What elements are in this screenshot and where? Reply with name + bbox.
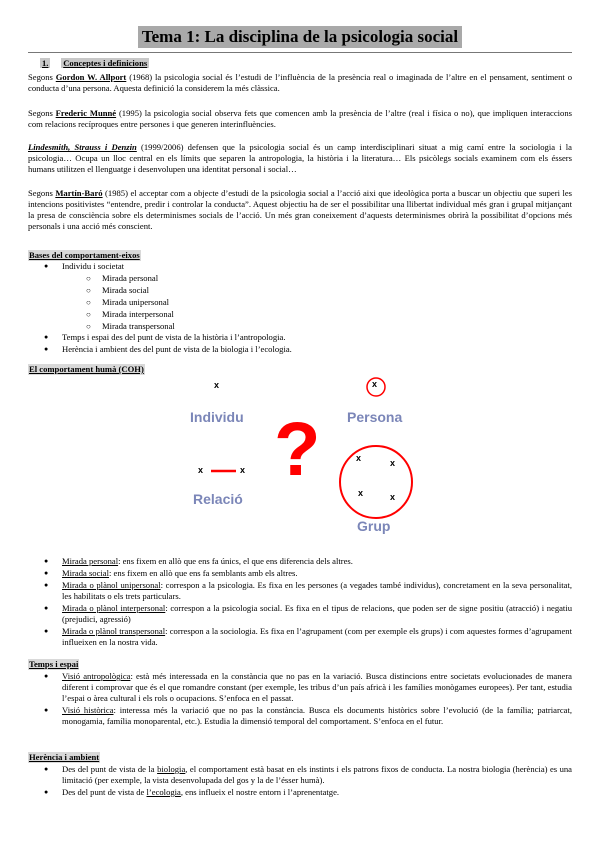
definition-martin-baro	[28, 188, 572, 232]
item-text: , el comportament està basat en els instints i els patrons fixos de conducta. La nostra biologia (herència) es una limitació (per exemple, la vista desenvolupada del gos y la de l’ésser humà).	[62, 764, 572, 785]
section-title-text: Conceptes i definicions	[63, 58, 148, 68]
definition-munne	[28, 108, 572, 130]
list-item	[44, 603, 572, 625]
author-martin-baro: Martín-Baró	[55, 188, 103, 198]
term-text: : correspon a la sociologia. Es fixa en l’agrupament (com per exemple els grups) i com aquestes formes d’agrupament influeixen en la nostra vida.	[62, 626, 572, 647]
grup-circle	[340, 446, 412, 518]
temps-list	[44, 671, 572, 728]
author-lindesmith: Lindesmith, Strauss i Denzin	[28, 142, 137, 152]
label-persona: Persona	[347, 409, 403, 425]
coh-diagram	[0, 376, 600, 546]
term: Mirada personal	[62, 556, 119, 566]
author-allport: Gordon W. Allport	[55, 72, 127, 82]
def-pre: Segons	[28, 108, 56, 118]
label-relacio: Relació	[193, 491, 243, 507]
list-item: ○ Mirada interpersonal	[86, 309, 175, 320]
grup-x-2: x	[390, 458, 396, 468]
title-wrap	[0, 26, 600, 48]
term: Mirada o plànol transpersonal	[62, 626, 166, 636]
term: l’ecologia	[146, 787, 181, 797]
mirades-definitions	[44, 556, 572, 649]
def-text: (1985) el acceptar com a objecte d’estudi de la psicologia social a l’acció aixi que ideològica porta a buscar un objectiu que superi les intencions positivistes “entendre, predir i controlar la conducta”. Aquest objectiu ha de ser el possibilitar una llibertat individual més gran i grupal mitjançant la presa de consciència sobre els determinismes socials de l’acció. Un més gran coneixement d’aquests determinismes obrirà la possibilitat d’opcions més personals i una acció més conscient.	[28, 188, 572, 231]
term: Visió històrica	[62, 705, 114, 715]
def-text: (1968) la psicologia social és l’estudi de l’influència de la presència real o imaginada de l’altre en el pensament, sentiment o conducta d’una persona. Aquesta definició la considerem la més clàssica.	[28, 72, 572, 93]
list-item	[44, 671, 572, 704]
definition-allport	[28, 72, 572, 94]
list-item: ● Temps i espai des del punt de vista de la història i l’antropologia.	[44, 332, 572, 343]
term: biologia	[157, 764, 186, 774]
individu-x: x	[214, 380, 220, 390]
bases-list-2	[44, 332, 572, 356]
item-pre: Des del punt de vista de	[62, 787, 147, 797]
question-mark: ?	[274, 407, 321, 492]
list-item: ● Herència i ambient des del punt de vista de la biologia i l’ecologia.	[44, 344, 572, 355]
list-item: ○ Mirada personal	[86, 273, 175, 284]
list-item	[44, 787, 572, 798]
section-title	[40, 58, 149, 69]
term-text: : ens fixem en allò que ens fa semblants amb els altres.	[109, 568, 298, 578]
mirades-list	[86, 273, 175, 333]
persona-x: x	[372, 379, 378, 389]
list-item	[44, 764, 572, 786]
list-item: ○ Mirada unipersonal	[86, 297, 175, 308]
term-text: : ens fixem en allò que ens fa únics, el que ens diferencia dels altres.	[118, 556, 353, 566]
list-item: ○ Mirada social	[86, 285, 175, 296]
relacio-x-left: x	[198, 465, 204, 475]
term-text: : correspon a la psicologia. Es fixa en les persones (a vegades també individus), concretament en la seva personalitat, les habilitats o els trets particulars.	[62, 580, 572, 601]
herencia-list	[44, 764, 572, 799]
relacio-x-right: x	[240, 465, 246, 475]
list-item	[44, 556, 572, 567]
definition-lindesmith	[28, 142, 572, 175]
list-item: ● Individu i societat	[44, 261, 572, 272]
page-title: Tema 1: La disciplina de la psicologia social	[138, 26, 462, 48]
grup-x-4: x	[390, 492, 396, 502]
term: Visió antropològica	[62, 671, 131, 681]
subheading-herencia: Herència i ambient	[29, 752, 100, 762]
subheading-bases: Bases del comportament-eixos	[29, 250, 140, 260]
term: Mirada social	[62, 568, 110, 578]
item-text: , ens influeix el nostre entorn i l’aprenentatge.	[180, 787, 340, 797]
label-individu: Individu	[190, 409, 244, 425]
title-rule	[28, 52, 572, 53]
term: Mirada o plànol interpersonal	[62, 603, 166, 613]
def-pre: Segons	[28, 188, 56, 198]
list-item	[44, 626, 572, 648]
section-number: 1.	[42, 58, 49, 68]
def-text: (1999/2006) defensen que la psicologia social és un camp interdisciplinari situat a mig camí entre la sociologia i la psicologia… Ocupa un lloc central en els límits que separen la antropologia, la història i la literatura… Els psicòlegs socials examinem com els éssers humans utilitzen el llenguatge i desenvolupen una identitat personal i social…	[28, 142, 572, 174]
author-munne: Frederic Munné	[55, 108, 117, 118]
term-text: : correspon a la psicologia social. Es fixa en el tipus de relacions, que poden ser de signe positiu (atracció) i negatiu (prejudici, agressió)	[62, 603, 572, 624]
term-text: : interessa més la variació que no pas la constància. Busca els documents històrics sobre l’evolució (de la família; patriarcat, monogamia, família monoparental, etc.). Estudia la dimensió temporal del comportament. S’enfoca en el futur.	[62, 705, 572, 726]
item-pre: Des del punt de vista de la	[62, 764, 158, 774]
label-grup: Grup	[357, 518, 391, 534]
def-pre: Segons	[28, 72, 56, 82]
list-item	[44, 580, 572, 602]
subheading-coh: El comportament humà (COH)	[29, 364, 144, 374]
def-text: (1995) la psicologia social observa fets que comencen amb la presència de l’altre (real i física o no), que impliquen interaccions com relacions recíproques entre persones i que generen interinfluències.	[28, 108, 572, 129]
grup-x-1: x	[356, 453, 362, 463]
grup-x-3: x	[358, 488, 364, 498]
list-item	[44, 568, 572, 579]
bases-list-1	[44, 261, 572, 273]
list-item	[44, 705, 572, 727]
list-item: ○ Mirada transpersonal	[86, 321, 175, 332]
term-text: : està més interessada en la constància que no pas en la variació. Busca distincions entre societats evolucionades de manera diferent i comprovar que és el que romandre constant (per exemple, les tribus d’un país africà i les famílies monògames europees). Per tant, estudia l’espai o àrea cultural i els rols o ocupacions. S’enfoca en el passat.	[62, 671, 572, 703]
subheading-temps: Temps i espai	[29, 659, 79, 669]
term: Mirada o plànol unipersonal	[62, 580, 161, 590]
